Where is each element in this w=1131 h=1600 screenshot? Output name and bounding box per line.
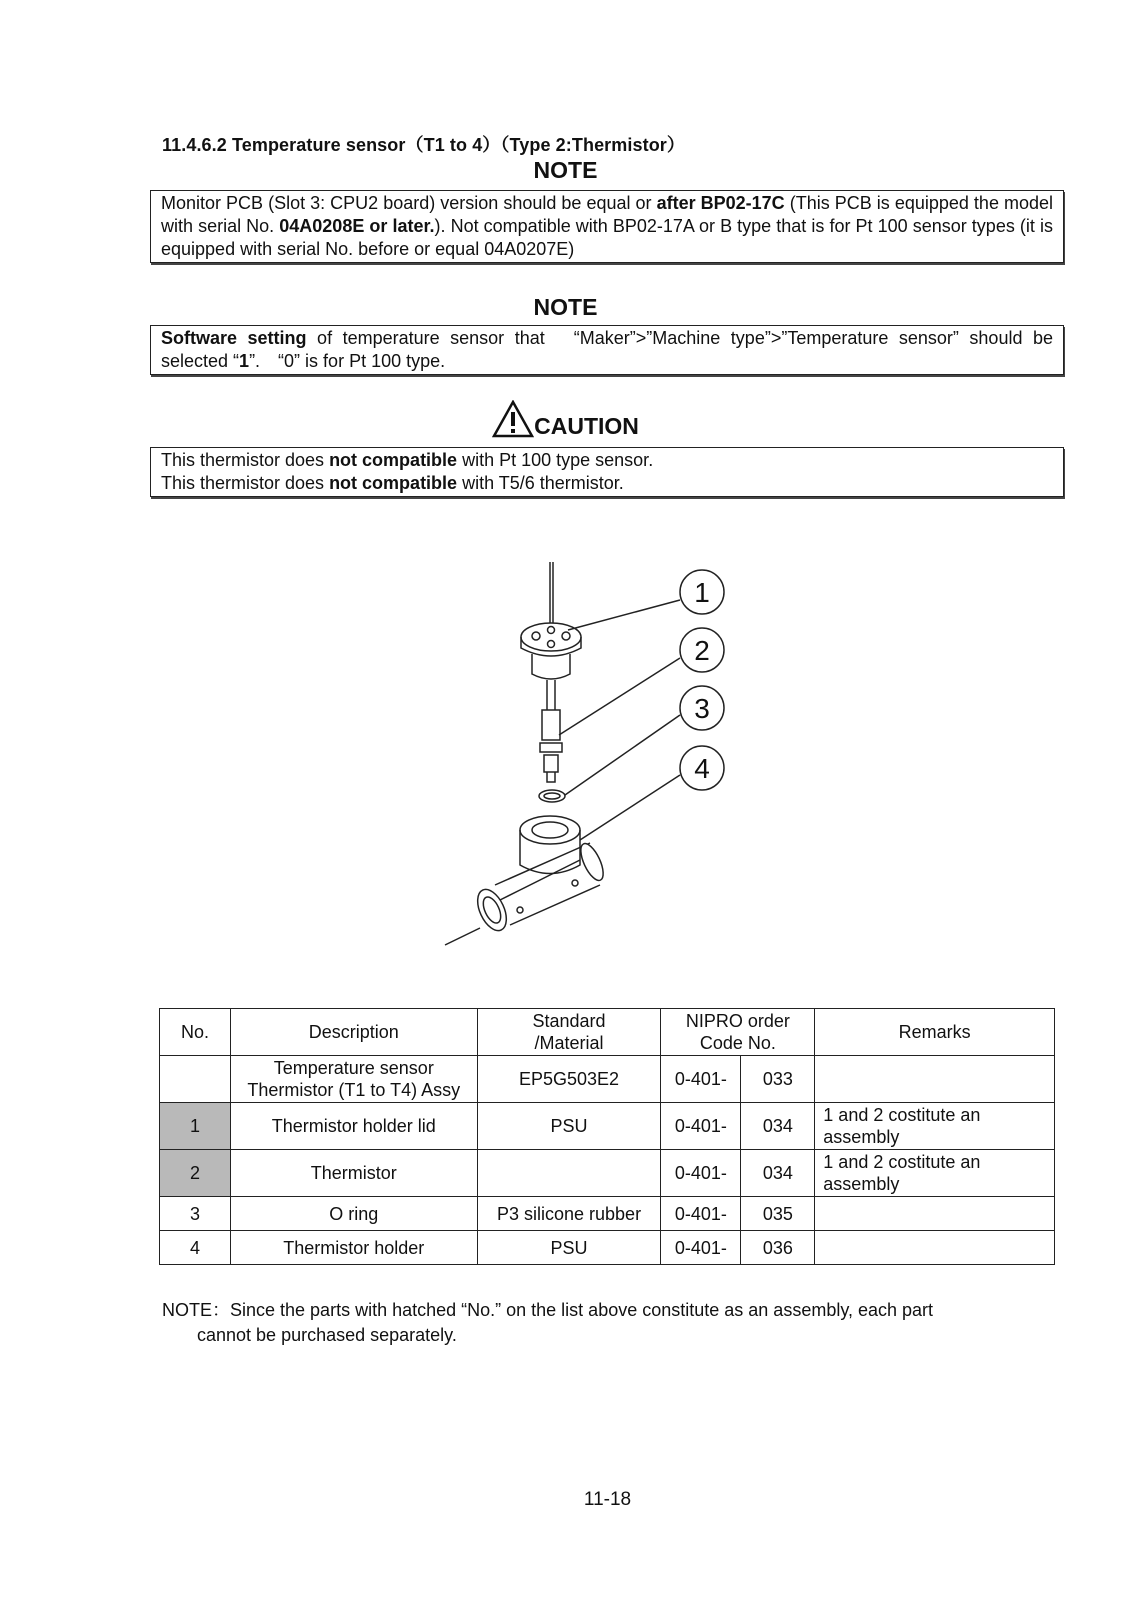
cell-code-suffix: 034 [741, 1103, 815, 1150]
caution-line-2-end: with T5/6 thermistor. [457, 473, 624, 493]
caution-title: CAUTION [534, 413, 639, 439]
note2-bold-1: Software setting [161, 328, 307, 348]
thermistor-exploded-diagram [440, 560, 760, 980]
table-row [160, 1197, 1055, 1231]
table-row [160, 1056, 1055, 1103]
cell-description-line1: Thermistor holder [283, 1237, 425, 1258]
cell-material: EP5G503E2 [477, 1056, 661, 1103]
cell-code-suffix: 033 [741, 1056, 815, 1103]
footnote-line-1: NOTE：Since the parts with hatched “No.” on the list above constitute as an assembly, each part [162, 1300, 934, 1320]
thermistor-part [540, 680, 562, 782]
callout-label-3: 3 [694, 693, 710, 724]
cell-description [230, 1056, 477, 1103]
cell-material: PSU [477, 1103, 661, 1150]
cell-code-prefix: 0-401- [661, 1103, 741, 1150]
callout-label-4: 4 [694, 753, 710, 784]
cell-remarks [815, 1150, 1055, 1197]
note2-text-2: ”. “0” is for Pt 100 type. [249, 351, 446, 371]
cell-material: PSU [477, 1231, 661, 1265]
header-order-code [661, 1009, 815, 1056]
caution-line-2-text: This thermistor does [161, 473, 330, 493]
cell-code-suffix: 036 [741, 1231, 815, 1265]
cell-remarks [815, 1231, 1055, 1265]
table-row [160, 1150, 1055, 1197]
cell-remarks [815, 1103, 1055, 1150]
cell-description-line1: O ring [329, 1203, 379, 1224]
header-standard [477, 1009, 661, 1056]
cell-remarks-line2: assembly [823, 1127, 900, 1147]
cell-no-hatched: 2 [160, 1150, 231, 1197]
callout-label-1: 1 [694, 577, 710, 608]
header-standard-line1: Standard [532, 1011, 606, 1031]
header-description: Description [230, 1009, 477, 1056]
caution-line-2-bold: not compatible [329, 473, 458, 493]
cell-remarks-line1: 1 and 2 costitute an [823, 1105, 981, 1125]
note2-title: NOTE [533, 294, 598, 320]
header-no: No. [160, 1009, 231, 1056]
thermistor-holder-lid-part [521, 623, 581, 679]
note1-bold-2: 04A0208E or later. [279, 216, 435, 236]
cell-remarks-line2: assembly [823, 1174, 900, 1194]
page-number: 11-18 [583, 1489, 632, 1510]
cell-remarks [815, 1197, 1055, 1231]
thermistor-holder-part [445, 816, 608, 945]
cell-description [230, 1150, 477, 1197]
cell-remarks-line1: 1 and 2 costitute an [823, 1152, 981, 1172]
note1-text-2: (This PCB is equipped the model with serial No. [161, 193, 1054, 236]
note1-text-3: ). Not compatible with BP02-17A or B type that is for Pt 100 sensor types (it is equipped with serial No. before or equal 04A0207E) [161, 216, 1053, 259]
table-row [160, 1103, 1055, 1150]
cell-description-line1: Thermistor [310, 1163, 397, 1183]
cell-code-prefix: 0-401- [661, 1231, 741, 1265]
parts-table [159, 1008, 1055, 1265]
callout-label-2: 2 [694, 635, 710, 666]
note1-text-1: Monitor PCB (Slot 3: CPU2 board) version should be equal or [161, 193, 657, 213]
caution-line-1-bold: not compatible [329, 450, 458, 470]
cell-code-suffix: 034 [741, 1150, 815, 1197]
note1-bold-1: after BP02-17C [656, 193, 785, 213]
cell-description-line1: Thermistor holder lid [271, 1116, 436, 1136]
warning-triangle-icon [492, 400, 534, 438]
cell-description-line2: Thermistor (T1 to T4) Assy [247, 1080, 461, 1100]
o-ring-part [539, 790, 565, 802]
footnote [162, 1298, 1055, 1348]
cell-code-prefix: 0-401- [661, 1056, 741, 1103]
cell-description-line1: Temperature sensor [273, 1058, 434, 1078]
caution-heading [0, 400, 1131, 440]
note2-bold-2: 1 [239, 351, 250, 371]
caution-line-1 [161, 449, 1053, 472]
note2-text-1: of temperature sensor that “Maker”>”Machine type”>”Temperature sensor” should be selected “ [161, 328, 1054, 371]
cell-no: 3 [160, 1197, 231, 1231]
footnote-line-2: cannot be purchased separately. [197, 1325, 457, 1345]
cell-no [160, 1056, 231, 1103]
caution-line-1-text: This thermistor does [161, 450, 330, 470]
header-remarks: Remarks [815, 1009, 1055, 1056]
header-order-line2: Code No. [699, 1033, 776, 1053]
cell-description [230, 1103, 477, 1150]
cell-material: P3 silicone rubber [477, 1197, 661, 1231]
cell-no: 4 [160, 1231, 231, 1265]
table-header-row [160, 1009, 1055, 1056]
cell-code-suffix: 035 [741, 1197, 815, 1231]
cell-code-prefix: 0-401- [661, 1197, 741, 1231]
cell-material [477, 1150, 661, 1197]
cell-remarks [815, 1056, 1055, 1103]
note1-box [150, 190, 1064, 263]
cell-code-prefix: 0-401- [661, 1150, 741, 1197]
table-row [160, 1231, 1055, 1265]
caution-line-2 [161, 472, 1053, 495]
cell-no-hatched: 1 [160, 1103, 231, 1150]
caution-line-1-end: with Pt 100 type sensor. [457, 450, 654, 470]
caution-box [150, 447, 1064, 497]
note2-box [150, 325, 1064, 375]
cell-description [230, 1231, 477, 1265]
note1-title: NOTE [533, 157, 598, 183]
cell-description [230, 1197, 477, 1231]
header-standard-line2: /Material [534, 1033, 604, 1053]
header-order-line1: NIPRO order [685, 1011, 790, 1031]
section-heading: 11.4.6.2 Temperature sensor（T1 to 4）（Type 2:Thermistor） [162, 135, 685, 155]
